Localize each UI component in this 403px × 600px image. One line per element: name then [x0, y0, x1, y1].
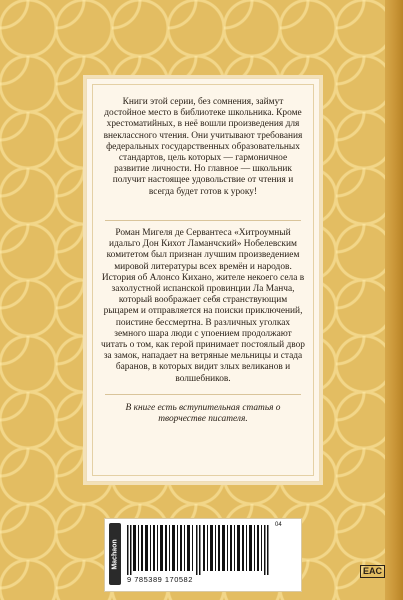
eac-certification-mark: EAC: [360, 565, 385, 578]
publisher-name: Machaon: [111, 539, 119, 570]
spine-edge: [385, 0, 403, 600]
series-description: Книги этой серии, без сомнения, займут достойное место в библиотеке школьника. Кроме хрестоматийных, в неё вошли произведения для внеклассного чтения. Они учитывают требования федеральных государственных образовательных стандартов, цель которых — гармоничное развитие личности. Но главное — школьник получит настоящее удовольствие от чтения и всегда будет готов к уроку!: [103, 97, 303, 197]
intro-article-note: В книге есть вступительная статья о творчестве писателя.: [125, 403, 281, 425]
novel-annotation: Роман Мигеля де Сервантеса «Хитроумный идальго Дон Кихот Ламанчский» Нобелевским комитетом был признан лучшим произведением мировой литературы всех времён и народов. История об Алонсо Кихано, жителе некоего села в захолустной испанской провинции Ла Манча, который воображает себя странствующим рыцарем и отправляется на поиски приключений, поистине бессмертна. В различных уголках земного шара люди с упоением продолжают читать о том, как герой принимает постоялый двор за замок, нападает на ветряные мельницы и стада баранов, в которых видит злых великанов и волшебников.: [101, 228, 305, 384]
barcode-icon: [127, 525, 272, 575]
barcode-addon: 04: [275, 522, 282, 528]
barcode-digits: 9 785389 170582: [127, 575, 193, 584]
barcode-label: [104, 518, 302, 592]
publisher-logo: [109, 523, 121, 585]
divider: [105, 220, 301, 221]
text-panel: [86, 78, 320, 482]
divider: [105, 394, 301, 395]
